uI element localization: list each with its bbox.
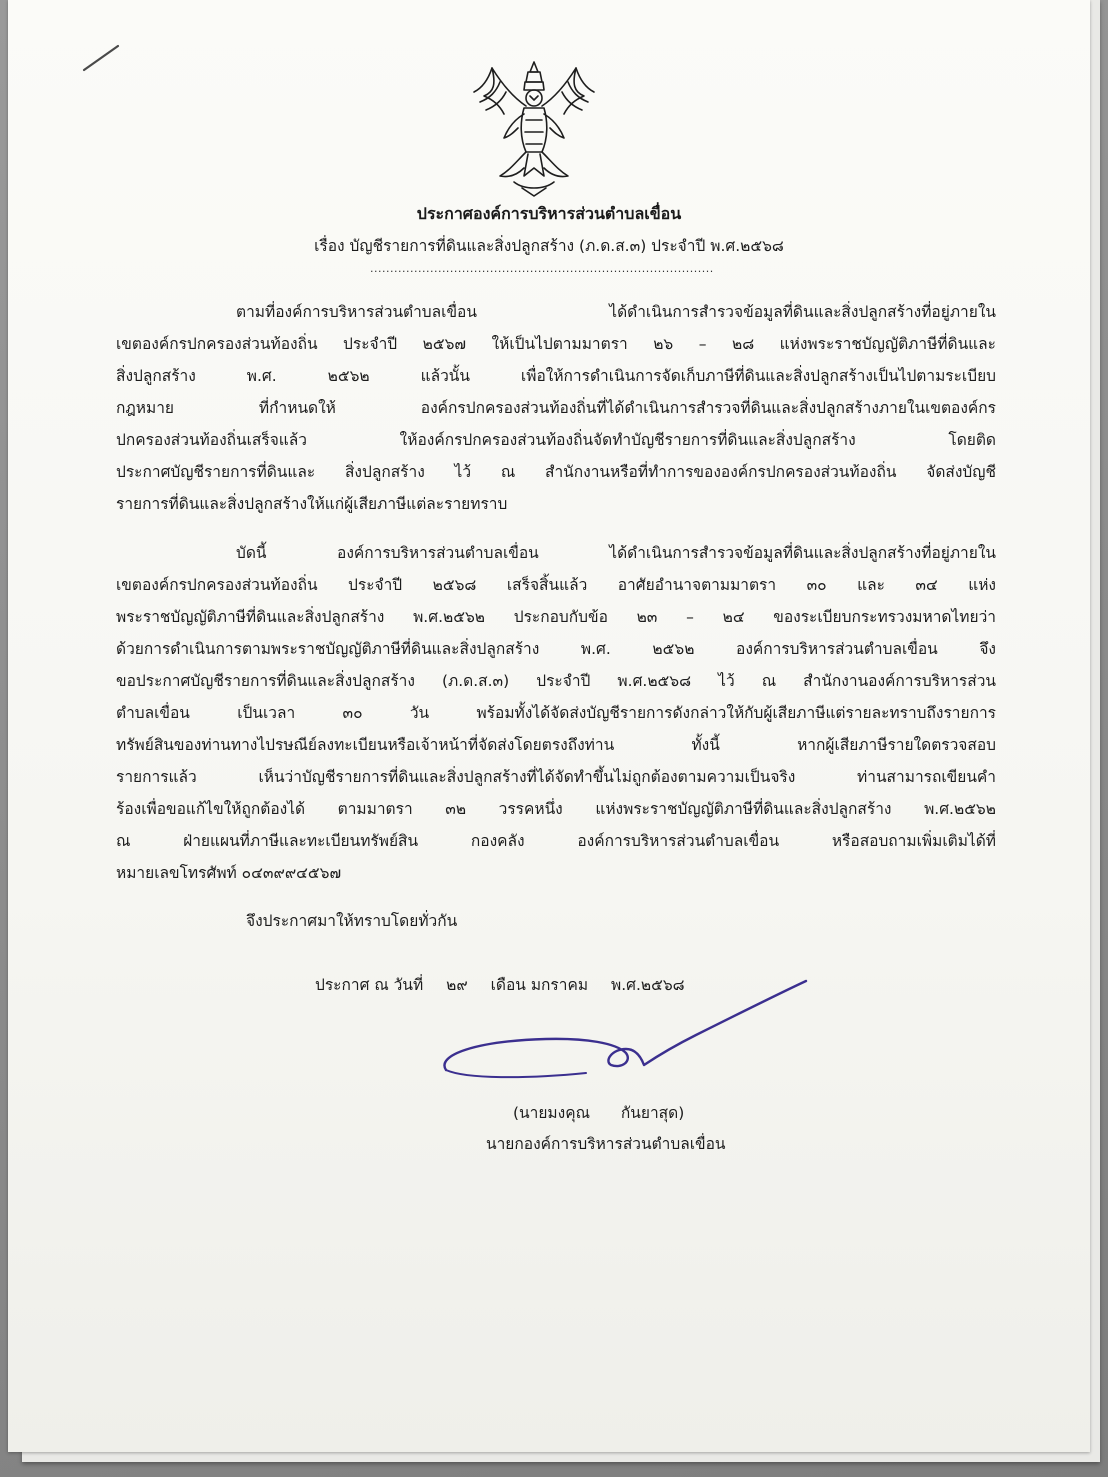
pen-stroke-mark — [78, 40, 138, 80]
paragraph-line: ตำบลเขื่อน เป็นเวลา ๓๐ วัน พร้อมทั้งได้จัดส่งบัญชีรายการดังกล่าวให้กับผู้เสียภาษีแต่รายละทราบถึงรายการ — [116, 704, 996, 722]
paragraph-line: ขอประกาศบัญชีรายการที่ดินและสิ่งปลูกสร้าง (ภ.ด.ส.๓) ประจำปี พ.ศ.๒๕๖๘ ไว้ ณ สำนักงานองค์การบริหารส่วน — [116, 672, 996, 690]
title-separator: ...................................................................................... — [370, 262, 714, 275]
signer-name — [513, 1100, 710, 1125]
paragraph-line: ทรัพย์สินของท่านทางไปรษณีย์ลงทะเบียนหรือเจ้าหน้าที่จัดส่งโดยตรงถึงท่าน ทั้งนี้ หากผู้เสียภาษีรายใดตรวจสอบ — [116, 736, 996, 754]
signer-first-name: (นายมงคุณ — [513, 1104, 590, 1122]
date-year: พ.ศ.๒๕๖๘ — [610, 976, 685, 994]
closing-statement: จึงประกาศมาให้ทราบโดยทั่วกัน — [246, 912, 458, 930]
paragraph-line: รายการแล้ว เห็นว่าบัญชีรายการที่ดินและสิ่งปลูกสร้างที่ได้จัดทำขึ้นไม่ถูกต้องตามความเป็นจริง ท่านสามารถเขียนคำ — [116, 768, 996, 786]
paragraph-line: บัดนี้ องค์การบริหารส่วนตำบลเขื่อน ได้ดำเนินการสำรวจข้อมูลที่ดินและสิ่งปลูกสร้างที่อยู่ภายใน — [236, 544, 996, 562]
paragraph-line: ด้วยการดำเนินการตามพระราชบัญญัติภาษีที่ดินและสิ่งปลูกสร้าง พ.ศ. ๒๕๖๒ องค์การบริหารส่วนตำบลเขื่อน จึง — [116, 640, 996, 658]
announcement-subject: เรื่อง บัญชีรายการที่ดินและสิ่งปลูกสร้าง (ภ.ด.ส.๓) ประจำปี พ.ศ.๒๕๖๘ — [314, 237, 784, 255]
signer-position: นายกองค์การบริหารส่วนตำบลเขื่อน — [486, 1135, 726, 1153]
paragraph-line: ร้องเพื่อขอแก้ไขให้ถูกต้องได้ ตามมาตรา ๓๒ วรรคหนึ่ง แห่งพระราชบัญญัติภาษีที่ดินและสิ่งปลูกสร้าง พ.ศ.๒๕๖๒ — [116, 800, 996, 818]
paragraph-line: กฎหมาย ที่กำหนดให้ องค์กรปกครองส่วนท้องถิ่นที่ได้ดำเนินการสำรวจที่ดินและสิ่งปลูกสร้างภายในเขตองค์กร — [116, 399, 996, 417]
paragraph-line: รายการที่ดินและสิ่งปลูกสร้างให้แก่ผู้เสียภาษีแต่ละรายทราบ — [116, 495, 508, 513]
date-day: ๒๙ — [446, 976, 468, 994]
paragraph-announcement — [116, 537, 996, 889]
signer-last-name: กันยาสุด) — [620, 1104, 685, 1122]
handwritten-signature — [436, 975, 826, 1095]
paragraph-line: หมายเลขโทรศัพท์ ๐๔๓๙๙๔๕๖๗ — [116, 864, 342, 882]
paragraph-line: ปกครองส่วนท้องถิ่นเสร็จแล้ว ให้องค์กรปกครองส่วนท้องถิ่นจัดทำบัญชีรายการที่ดินและสิ่งปลูกสร้าง โดยติด — [116, 431, 996, 449]
paragraph-line: พระราชบัญญัติภาษีที่ดินและสิ่งปลูกสร้าง พ.ศ.๒๕๖๒ ประกอบกับข้อ ๒๓ – ๒๔ ของระเบียบกระทรวงมหาดไทยว่า — [116, 608, 996, 626]
paragraph-line: ประกาศบัญชีรายการที่ดินและ สิ่งปลูกสร้าง ไว้ ณ สำนักงานหรือที่ทำการขององค์กรปกครองส่วนท้องถิ่น จัดส่งบัญชี — [116, 463, 996, 481]
paragraph-background — [116, 296, 996, 520]
garuda-emblem-icon — [470, 58, 598, 198]
paragraph-line: ตามที่องค์การบริหารส่วนตำบลเขื่อน ได้ดำเนินการสำรวจข้อมูลที่ดินและสิ่งปลูกสร้างที่อยู่ภายใน — [236, 303, 996, 321]
date-prefix: ประกาศ ณ วันที่ — [315, 976, 424, 994]
announcement-title: ประกาศองค์การบริหารส่วนตำบลเขื่อน — [416, 204, 682, 223]
document-page — [8, 0, 1090, 1452]
paragraph-line: ณ ฝ่ายแผนที่ภาษีและทะเบียนทรัพย์สิน กองคลัง องค์การบริหารส่วนตำบลเขื่อน หรือสอบถามเพิ่มเติมได้ที่ — [116, 832, 996, 850]
paragraph-line: สิ่งปลูกสร้าง พ.ศ. ๒๕๖๒ แล้วนั้น เพื่อให้การดำเนินการจัดเก็บภาษีที่ดินและสิ่งปลูกสร้างเป็นไปตามระเบียบ — [116, 367, 996, 385]
date-month: เดือน มกราคม — [490, 976, 589, 994]
paragraph-line: เขตองค์กรปกครองส่วนท้องถิ่น ประจำปี ๒๕๖๗ ให้เป็นไปตามมาตรา ๒๖ – ๒๘ แห่งพระราชบัญญัติภาษีที่ดินและ — [116, 335, 996, 353]
paragraph-line: เขตองค์กรปกครองส่วนท้องถิ่น ประจำปี ๒๕๖๘ เสร็จสิ้นแล้ว อาศัยอำนาจตามมาตรา ๓๐ และ ๓๔ แห่ง — [116, 576, 996, 594]
